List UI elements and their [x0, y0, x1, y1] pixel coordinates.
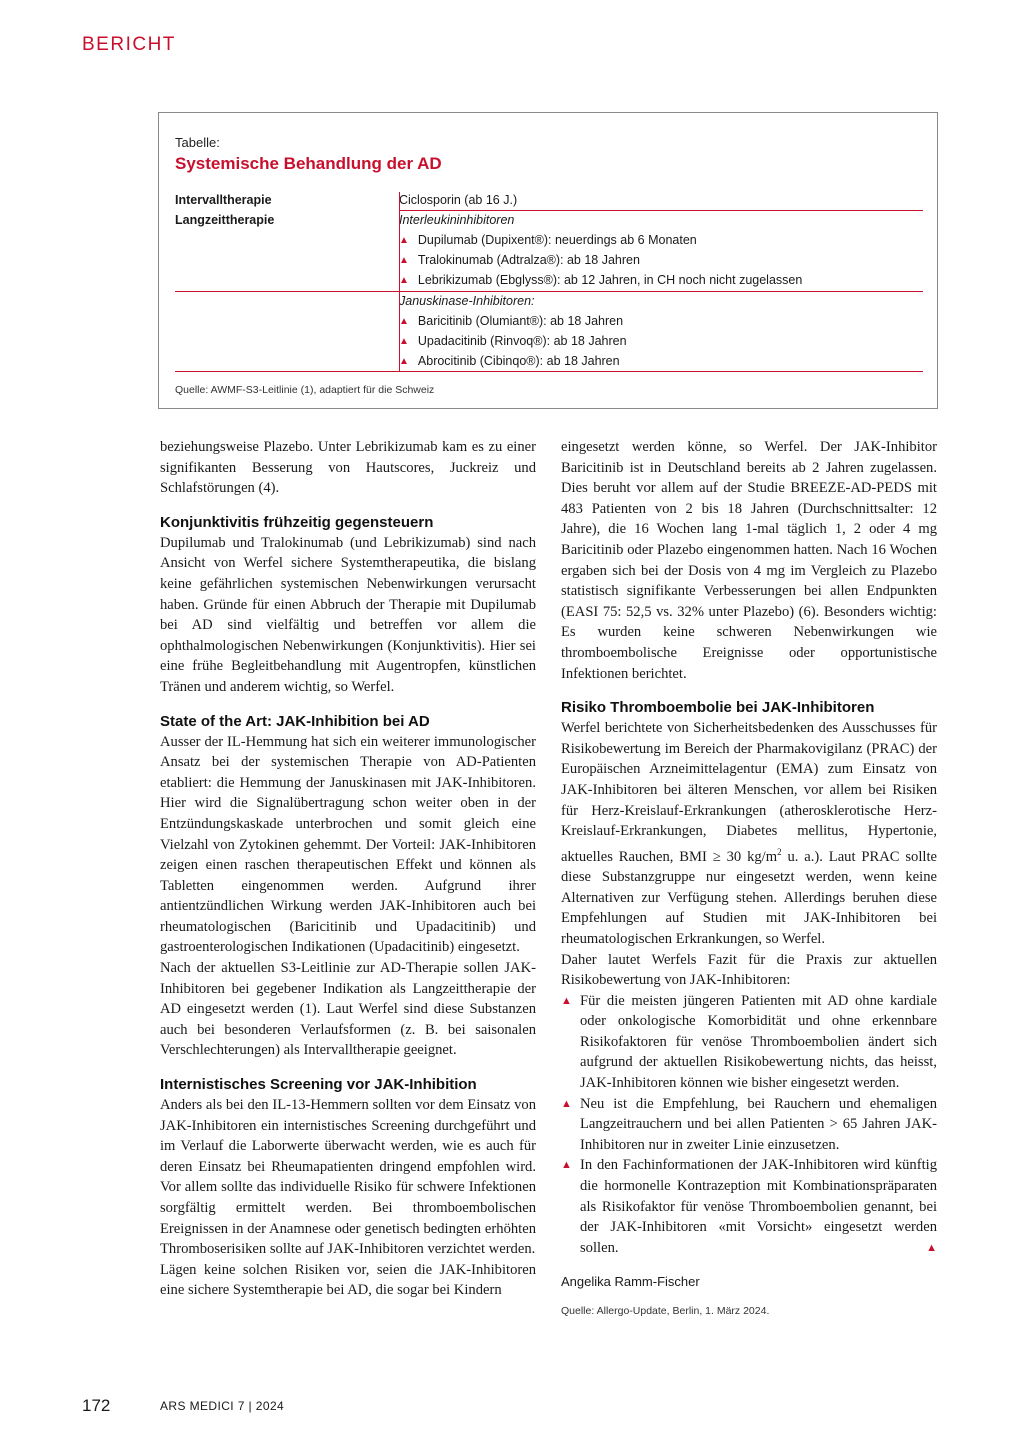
paragraph: Anders als bei den IL-13-Hemmern sollten vor dem Einsatz von JAK-Inhibitoren ein internistisches Screening durchgeführt und im Verlauf die Laborwerte überwacht werden, wie es auch für deren Einsatz bei Rheumapatienten dringend empfohlen wird. Vor allem sollte das individuelle Risiko für schwere Infektionen sorgfältig ermittelt werden. Bei thromboembolischen Ereignissen in der Anamnese oder genetisch bedingten erhöhten Thromboserisiken sollte auf JAK-Inhibitoren verzichtet werden. [160, 1097, 536, 1258]
row-value: Ciclosporin (ab 16 J.) [399, 193, 518, 207]
bullet-list [561, 991, 937, 1259]
table-divider [175, 291, 923, 292]
table-title: Systemische Behandlung der AD [175, 154, 442, 173]
paragraph: Ausser der IL-Hemmung hat sich ein weiterer immunologischer Ansatz bei der systemischen Therapie von AD-Patienten etabliert: die Hemmung der Januskinasen mit JAK-Inhibitoren. Hier wird die Signalübertragung schon weiter oben in der Entzündungskaskade unterbrochen und somit gleich eine Vielzahl von Zytokinen gehemmt. Der Vorteil: JAK-Inhibitoren zeigen einen raschen therapeutischen Effekt und können als Tabletten eingenommen werden. Aufgrund ihrer antientzündlichen Wirkung werden JAK-Inhibitoren auch bei rheumatologischen (Baricitinib und Upadacitinib) und gastroenterologischen Indikationen (Upadacitinib) eingesetzt. [160, 733, 536, 956]
paragraph: eingesetzt werden könne, so Werfel. Der JAK-Inhibitor Baricitinib ist in Deutschland bereits ab 2 Jahren zugelassen. Dies beruht vor allem auf der Studie BREEZE-AD-PEDS mit 483 Patienten von 2 bis 18 Jahren (Durchschnittsalter: 12 Jahre), die 16 Wochen lang 1-mal täglich 1, 2 oder 4 mg Baricitinib oder Plazebo eingenommen hatten. Nach 16 Wochen ergaben sich bei der Dosis von 4 mg im Vergleich zu Plazebo statistisch signifikante Verbesserungen bei allen Endpunkten (EASI 75: 52,5 vs. 32% unter Plazebo) (6). Besonders wichtig: Es wurden keine schweren Nebenwirkungen wie thromboembolische Ereignisse oder opportunistische Infektionen berichtet. [561, 439, 937, 682]
subheading: Risiko Thromboembolie bei JAK-Inhibitoren [561, 699, 875, 717]
triangle-bullet-icon: ▲ [399, 235, 409, 246]
list-item: ▲ In den Fachinformationen der JAK-Inhibitoren wird künftig die hormonelle Kontrazeption mit Kombinationspräparaten als Risikofaktor für venöse Thromboembolien genannt, bei der JAK-Inhibitoren «mit Vorsicht» eingesetzt werden sollen. ▲ [561, 1155, 937, 1258]
subheading: Internistisches Screening vor JAK-Inhibition [160, 1076, 477, 1094]
subheading: State of the Art: JAK-Inhibition bei AD [160, 712, 430, 730]
paragraph: Nach der aktuellen S3-Leitlinie zur AD-Therapie sollen JAK-Inhibitoren bei gegebener Indikation als Langzeittherapie der AD eingesetzt werden (1). Laut Werfel sind diese Substanzen auch bei besonderen Verlaufsformen (z. B. bei saisonalen Verschlechterungen) als Intervalltherapie geeignet. [160, 960, 536, 1059]
list-item: ▲ Für die meisten jüngeren Patienten mit AD ohne kardiale oder onkologische Komorbidität und ohne erkennbare Risikofaktoren für venöse Thromboembolien ändert sich aufgrund der aktuellen Risikobewertung nichts, das heisst, JAK-Inhibitoren können wie bisher eingesetzt werden. [561, 992, 937, 1092]
triangle-bullet-icon: ▲ [561, 1097, 572, 1110]
table-divider [175, 371, 923, 372]
group-heading-januskinase: Januskinase-Inhibitoren: [399, 294, 535, 308]
list-item: ▲ Neu ist die Empfehlung, bei Rauchern und ehemaligen Langzeitrauchern und bei allen Patienten > 65 Jahren JAK-Inhibitoren nur in zweiter Linie einzusetzen. [561, 1095, 937, 1153]
paragraph: Lägen keine solchen Risiken vor, seien die JAK-Inhibitoren eine sichere Systemtherapie bei AD, die sogar bei Kindern [160, 1261, 536, 1299]
triangle-bullet-icon: ▲ [399, 356, 409, 367]
table-column-divider [399, 192, 400, 371]
page-number: 172 [82, 1396, 111, 1415]
author-name: Angelika Ramm-Fischer [561, 1274, 700, 1290]
row-label: Intervalltherapie [175, 193, 272, 207]
treatment-table: Tabelle: Systemische Behandlung der AD Intervalltherapie Ciclosporin (ab 16 J.) Langzeittherapie Interleukininhibitoren ▲ Dupilumab (Dupixent®): neuerdings ab 6 Monaten ▲ Tralokinumab (Adtralza®): ab 18 Jahren ▲ Lebrikizumab (Ebglyss®): ab 12 Jahren, in CH noch nicht zugelassen Januskinase-Inhibitoren: ▲ Baricitinib (Olumiant®): ab 18 Jahren ▲ Upadacitinib (Rinvoq®): ab 18 Jahren ▲ Abrocitinib (Cibinqo®): ab 18 Jahren Quelle: AWMF-S3-Leitlinie (1), adaptiert für die Schweiz [158, 112, 938, 409]
group-heading-interleukin: Interleukininhibitoren [399, 213, 515, 227]
table-kicker: Tabelle: [175, 135, 220, 150]
paragraph: Dupilumab und Tralokinumab (und Lebrikizumab) sind nach Ansicht von Werfel sichere Systemtherapeutika, die bislang keine gefährlichen systemischen Nebenwirkungen verursacht haben. Gründe für einen Abbruch der Therapie mit Dupilumab bei AD sind vielfältig und betreffen vor allem die ophthalmologischen Nebenwirkungen (Konjunktivitis). Hier sei eine frühe Begleitbehandlung mit Augentropfen, künstlichen Tränen und anderem wichtig, so Werfel. [160, 534, 536, 695]
article-source: Quelle: Allergo-Update, Berlin, 1. März 2024. [561, 1305, 770, 1318]
paragraph: beziehungsweise Plazebo. Unter Lebrikizumab kam es zu einer signifikanten Besserung von Hautscores, Juckreiz und Schlafstörungen (4). [160, 439, 536, 497]
triangle-bullet-icon: ▲ [399, 255, 409, 266]
table-source: Quelle: AWMF-S3-Leitlinie (1), adaptiert für die Schweiz [175, 384, 435, 396]
section-label: BERICHT [82, 34, 176, 55]
end-triangle-icon: ▲ [926, 1241, 937, 1254]
triangle-bullet-icon: ▲ [561, 994, 572, 1007]
journal-name: ARS MEDICI 7 | 2024 [160, 1399, 285, 1413]
triangle-bullet-icon: ▲ [399, 275, 409, 286]
table-divider [399, 210, 923, 211]
article-column-right [561, 437, 937, 1317]
triangle-bullet-icon: ▲ [561, 1159, 572, 1172]
row-label: Langzeittherapie [175, 213, 275, 227]
paragraph: Werfel berichtete von Sicherheitsbedenken des Ausschusses für Risikobewertung im Bereich der Pharmakovigilanz (PRAC) der Europäischen Arzneimittelagentur (EMA) zum Einsatz von JAK-Inhibitoren bei älteren Menschen, vor allem bei Risiken für Herz-Kreislauf-Erkrankungen (atherosklerotische Herz-Kreislauf-Erkrankungen, Diabetes mellitus, Hypertonie, aktuelles Rauchen, BMI ≥ 30 $kg/m^2$ u. a.). Laut PRAC sollte diese Substanzgruppe nur eingesetzt werden, wenn keine Alternativen zur Verfügung stehen. Allerdings beruhen diese Empfehlungen auf Studien mit JAK-Inhibitoren bei rheumatologischen Erkrankungen, so Werfel. [561, 720, 937, 947]
article-column-left [160, 437, 536, 1301]
subheading: Konjunktivitis frühzeitig gegensteuern [160, 513, 434, 531]
triangle-bullet-icon: ▲ [399, 316, 409, 327]
triangle-bullet-icon: ▲ [399, 336, 409, 347]
paragraph: Daher lautet Werfels Fazit für die Praxis zur aktuellen Risikobewertung von JAK-Inhibitoren: [561, 951, 937, 989]
